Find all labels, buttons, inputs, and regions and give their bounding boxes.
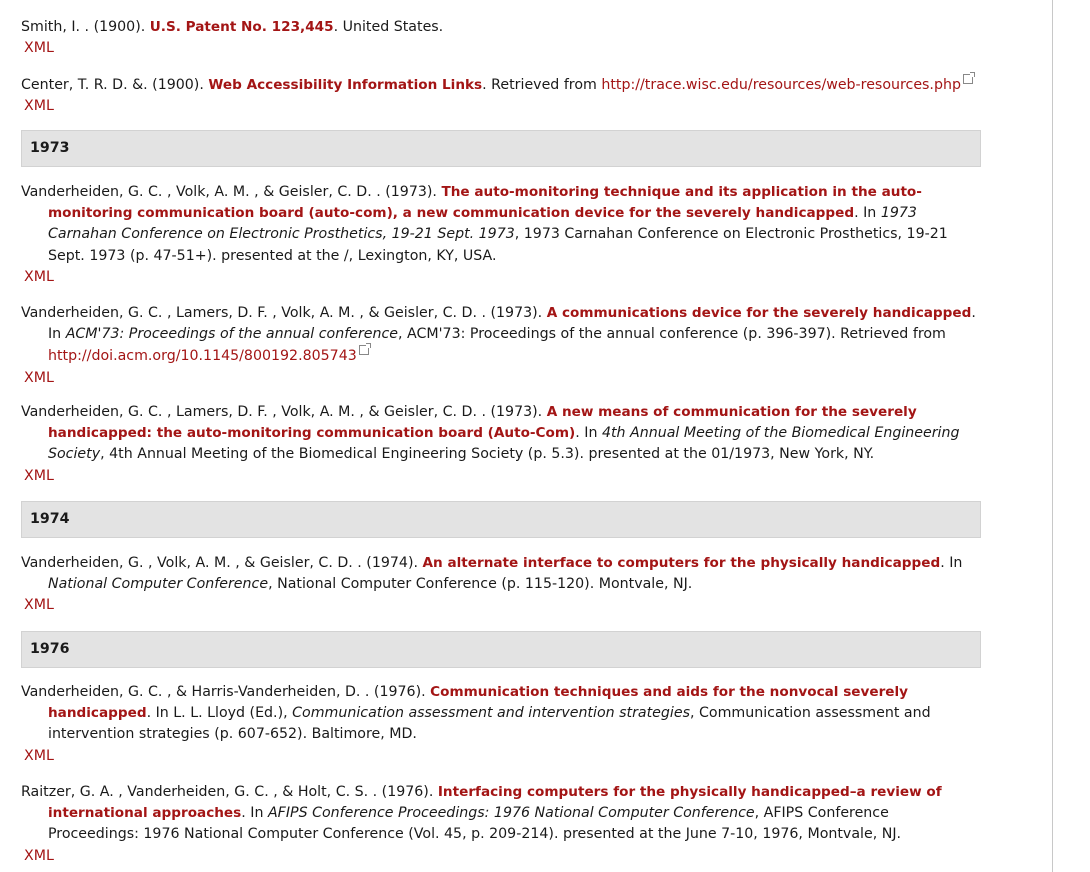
citation-in: . In	[940, 555, 963, 571]
citation-details: , Communication assessment and intervention strategies (p. 607-652). Baltimore, MD.	[48, 705, 931, 743]
year-header-1974	[21, 501, 981, 538]
citation-source: Communication assessment and intervention strategies	[292, 705, 690, 722]
external-link-icon	[359, 345, 369, 355]
xml-export-link[interactable]: XML	[24, 597, 54, 614]
citation-title-link[interactable]: Web Accessibility Information Links	[208, 77, 483, 93]
citation-in: . In	[575, 425, 602, 442]
xml-export-link[interactable]: XML	[24, 747, 54, 764]
citation-details: , ACM'73: Proceedings of the annual conference (p. 396-397). Retrieved from	[398, 326, 946, 343]
citation-source: 4th Annual Meeting of the Biomedical Engineering Society	[48, 425, 960, 463]
biblio-entry	[21, 182, 981, 288]
citation-authors: Vanderheiden, G. C. , Lamers, D. F. , Volk, A. M. , & Geisler, C. D. . (1973).	[21, 404, 547, 420]
citation-url-link[interactable]: http://doi.acm.org/10.1145/800192.805743	[48, 348, 357, 365]
year-header-1973	[21, 130, 981, 167]
biblio-entry	[21, 553, 981, 616]
xml-export-link[interactable]: XML	[24, 40, 54, 57]
citation-details: , 4th Annual Meeting of the Biomedical Engineering Society (p. 5.3). presented at the 01/1973, New York, NY.	[100, 446, 875, 463]
citation-details: , National Computer Conference (p. 115-120). Montvale, NJ.	[268, 576, 693, 593]
xml-export-link[interactable]: XML	[24, 268, 54, 285]
year-header-1976	[21, 631, 981, 668]
citation	[21, 553, 981, 595]
citation	[21, 74, 981, 96]
year-label: 1976	[30, 641, 70, 657]
citation-title-link[interactable]: A communications device for the severely handicapped	[546, 305, 972, 321]
citation	[21, 682, 981, 746]
citation-authors: Smith, I. . (1900).	[21, 19, 150, 35]
citation-details: , 1973 Carnahan Conference on Electronic Prosthetics, 19-21 Sept. 1973 (p. 47-51+). presented at the /, Lexington, KY, USA.	[48, 226, 948, 264]
external-link-icon	[963, 74, 973, 84]
citation-authors: Vanderheiden, G. C. , Lamers, D. F. , Volk, A. M. , & Geisler, C. D. . (1973).	[21, 305, 547, 321]
citation-title-link[interactable]: Communication techniques and aids for the nonvocal severely handicapped	[48, 684, 909, 722]
citation	[21, 17, 981, 38]
citation-title-link[interactable]: Interfacing computers for the physically handicapped–a review of international approaches	[48, 784, 942, 822]
citation-url-link[interactable]: http://trace.wisc.edu/resources/web-resources.php	[601, 77, 961, 93]
citation	[21, 182, 981, 267]
biblio-entry	[21, 303, 981, 389]
citation-title-link[interactable]: The auto-monitoring technique and its application in the auto-monitoring communication board (auto-com), a new communication device for the severely handicapped	[48, 184, 922, 222]
citation-title-link[interactable]: An alternate interface to computers for the physically handicapped	[422, 555, 941, 571]
citation-authors: Vanderheiden, G. , Volk, A. M. , & Geisler, C. D. . (1974).	[21, 555, 423, 571]
biblio-entry	[21, 17, 981, 59]
citation-source: AFIPS Conference Proceedings: 1976 National Computer Conference	[267, 805, 755, 822]
citation-details: . Retrieved from	[482, 77, 602, 93]
citation-authors: Vanderheiden, G. C. , Volk, A. M. , & Geisler, C. D. . (1973).	[21, 184, 442, 200]
year-label: 1974	[30, 511, 70, 527]
citation-details: . United States.	[333, 19, 444, 35]
citation	[21, 402, 981, 466]
citation-details: , AFIPS Conference Proceedings: 1976 National Computer Conference (Vol. 45, p. 209-214). presented at the June 7-10, 1976, Montvale, NJ.	[48, 805, 902, 843]
biblio-entry	[21, 682, 981, 767]
citation-authors: Vanderheiden, G. C. , & Harris-Vanderheiden, D. . (1976).	[21, 684, 431, 700]
citation-in: . In	[854, 205, 881, 222]
xml-export-link[interactable]: XML	[24, 369, 54, 386]
biblio-entry	[21, 74, 981, 117]
citation-title-link[interactable]: A new means of communication for the severely handicapped: the auto-monitoring communication board (Auto-Com)	[48, 404, 917, 442]
xml-export-link[interactable]: XML	[24, 98, 54, 115]
year-label: 1973	[30, 140, 70, 156]
citation-source: ACM'73: Proceedings of the annual conference	[65, 326, 399, 343]
page-right-border	[1052, 0, 1053, 872]
citation-title-link[interactable]: U.S. Patent No. 123,445	[149, 19, 334, 35]
xml-export-link[interactable]: XML	[24, 847, 54, 864]
citation-in: . In	[48, 305, 976, 343]
citation-authors: Center, T. R. D. &. (1900).	[21, 77, 209, 93]
citation	[21, 782, 981, 846]
citation-authors: Raitzer, G. A. , Vanderheiden, G. C. , & Holt, C. S. . (1976).	[21, 784, 438, 800]
xml-export-link[interactable]: XML	[24, 467, 54, 484]
biblio-entry	[21, 782, 981, 867]
citation-in: . In L. L. Lloyd (Ed.),	[146, 705, 293, 722]
citation-source: 1973 Carnahan Conference on Electronic Prosthetics, 19-21 Sept. 1973	[48, 205, 917, 243]
citation-in: . In	[241, 805, 268, 822]
biblio-entry	[21, 402, 981, 487]
citation-source: National Computer Conference	[48, 576, 269, 593]
citation	[21, 303, 981, 368]
